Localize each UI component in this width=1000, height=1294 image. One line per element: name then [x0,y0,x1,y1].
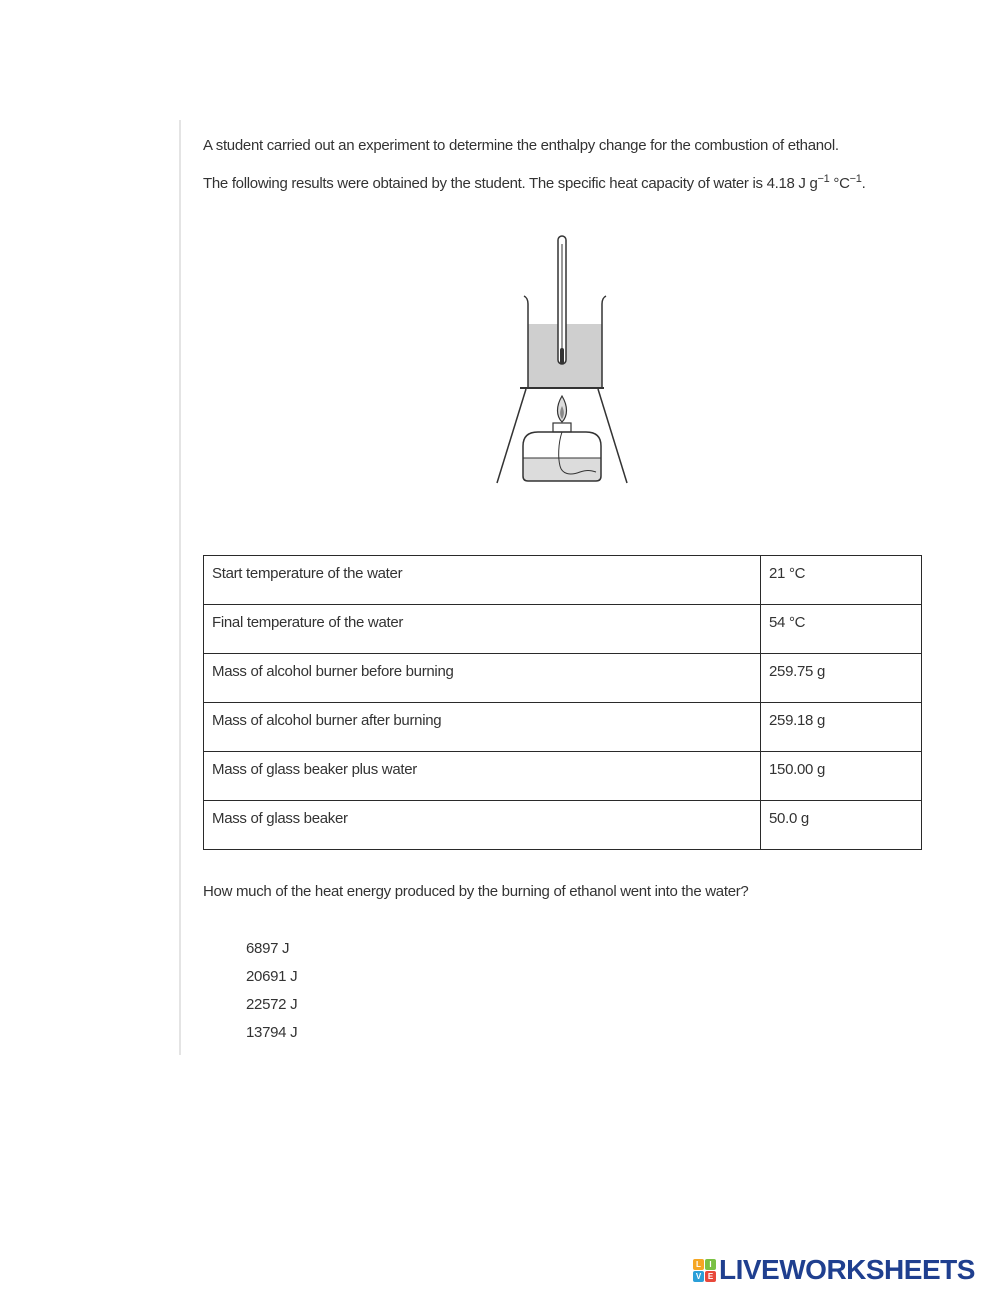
logo-letter-e: E [705,1271,716,1282]
table-row-label: Mass of alcohol burner before burning [204,654,761,703]
heat-capacity-prefix: The following results were obtained by the student. The specific heat capacity of water is 4.18 J g [203,175,818,192]
question-text: How much of the heat energy produced by the burning of ethanol went into the water? [203,883,749,900]
intro-text: A student carried out an experiment to determine the enthalpy change for the combustion of ethanol. [203,137,839,154]
alcohol-burner-icon [523,423,601,481]
logo-letter-v: V [693,1271,704,1282]
flame-icon [558,396,567,422]
sentence-end: . [861,175,866,192]
answer-options [246,940,297,1052]
answer-option-3[interactable]: 22572 J [246,996,298,1013]
answer-option-1[interactable]: 6897 J [246,940,290,957]
table-row-value: 259.75 g [761,654,922,703]
table-row-label: Mass of glass beaker [204,801,761,850]
table-row [204,654,922,703]
unit-exponent-2: −1 [849,173,862,185]
table-row [204,752,922,801]
brand-wordmark: LIVEWORKSHEETS [719,1254,975,1285]
table-row-label: Start temperature of the water [204,556,761,605]
table-row-value: 150.00 g [761,752,922,801]
table-row-label: Mass of glass beaker plus water [204,752,761,801]
table-row [204,703,922,752]
intro-heat-capacity-text [203,173,865,192]
left-margin-rule [179,120,181,1055]
answer-option-2[interactable]: 20691 J [246,968,298,985]
table-row-label: Mass of alcohol burner after burning [204,703,761,752]
unit-degree-c: °C [829,175,850,192]
thermometer-icon [558,236,566,364]
table-row [204,556,922,605]
table-row-label: Final temperature of the water [204,605,761,654]
table-row [204,605,922,654]
calorimetry-apparatus-illustration [490,230,640,490]
table-row-value: 259.18 g [761,703,922,752]
results-table [203,555,922,850]
table-row [204,801,922,850]
unit-exponent-1: −1 [817,173,830,185]
table-row-value: 21 °C [761,556,922,605]
table-row-value: 54 °C [761,605,922,654]
brand-logo-icon [693,1259,716,1282]
table-row-value: 50.0 g [761,801,922,850]
logo-letter-l: L [693,1259,704,1270]
logo-letter-i: I [705,1259,716,1270]
answer-option-4[interactable]: 13794 J [246,1024,298,1041]
liveworksheets-logo [693,1254,975,1286]
